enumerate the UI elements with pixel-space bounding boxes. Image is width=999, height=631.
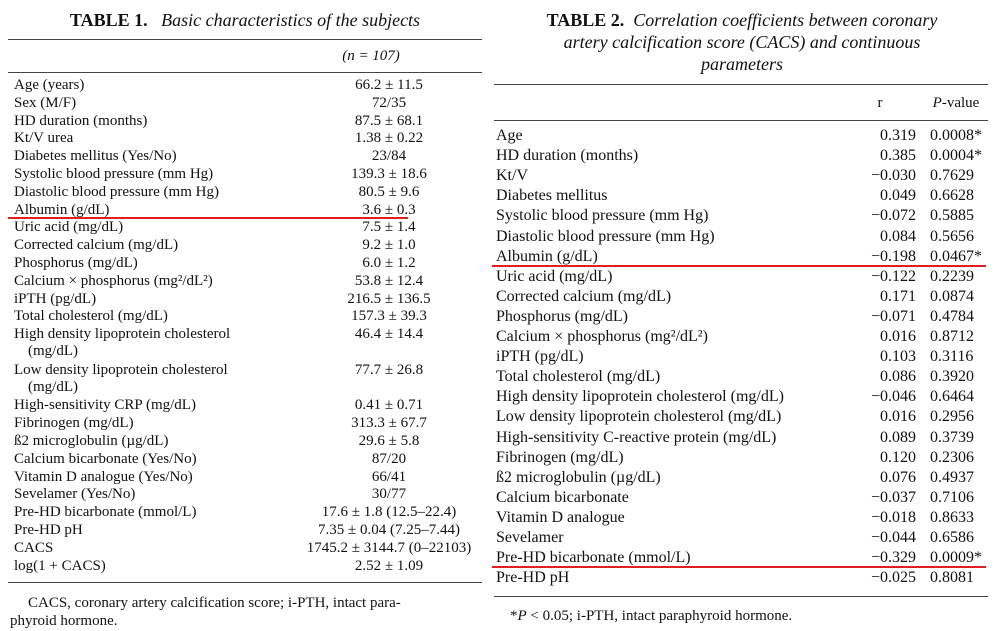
row-value: 1.38 ± 0.22: [354, 130, 424, 147]
row-r-value: 0.016: [880, 328, 916, 345]
row-label: Diastolic blood pressure (mm Hg): [14, 183, 219, 200]
table-1-n-header: (n = 107): [342, 48, 400, 64]
row-label: Kt/V urea: [14, 130, 74, 147]
row-label: Total cholesterol (mg/dL): [496, 368, 661, 386]
table-1: [6, 0, 484, 631]
row-value: 66.2 ± 11.5: [355, 77, 423, 93]
row-label: Phosphorus (mg/dL): [496, 307, 628, 325]
row-label: Vitamin D analogue (Yes/No): [14, 468, 193, 485]
row-label-continued: (mg/dL): [28, 343, 78, 360]
row-value: 7.5 ± 1.4: [362, 219, 416, 236]
row-label-continued: (mg/dL): [28, 378, 78, 395]
row-label: Total cholesterol (mg/dL): [14, 308, 168, 325]
row-label: ß2 microglobulin (µg/dL): [14, 433, 169, 449]
row-p-value: 0.8633: [930, 508, 974, 526]
row-p-value: 0.6464: [930, 388, 974, 406]
row-p-value: 0.0874: [930, 287, 974, 305]
row-label: Diastolic blood pressure (mm Hg): [496, 227, 715, 245]
row-label: Sevelamer (Yes/No): [14, 486, 136, 503]
row-label: Sevelamer: [496, 529, 564, 546]
row-label: Kt/V: [496, 167, 528, 185]
row-r-value: 0.076: [880, 468, 916, 486]
row-p-value: 0.2306: [930, 448, 974, 466]
row-label: High-sensitivity CRP (mg/dL): [14, 397, 196, 414]
table-2-header-rule: [494, 120, 988, 121]
row-r-value: −0.071: [870, 307, 916, 325]
row-label: HD duration (months): [496, 147, 639, 165]
table-2-caption-line-2: artery calcification score (CACS) and continuous: [563, 32, 921, 52]
row-value: 66/41: [371, 468, 407, 485]
row-label: Vitamin D analogue: [496, 508, 625, 526]
table-1-footnote: [10, 594, 484, 630]
row-value: 216.5 ± 136.5: [347, 290, 431, 307]
row-r-value: 0.385: [880, 147, 916, 165]
row-r-value: −0.018: [870, 508, 916, 526]
row-r-value: −0.025: [870, 569, 916, 587]
row-r-value: −0.030: [870, 167, 916, 185]
row-value: 1745.2 ± 3144.7 (0–22103): [306, 539, 472, 556]
row-p-value: 0.2239: [930, 267, 974, 285]
row-label: Low density lipoprotein cholesterol (mg/dL): [496, 408, 782, 426]
table-1-albumin-highlight: [8, 217, 408, 219]
row-p-value: 0.8081: [930, 569, 974, 587]
row-label: Calcium bicarbonate (Yes/No): [14, 450, 197, 467]
row-label: Pre-HD pH: [496, 569, 570, 587]
row-label: Uric acid (mg/dL): [14, 219, 124, 236]
table-2-bottom-rule: [494, 596, 988, 597]
row-label: Albumin (g/dL): [14, 201, 110, 218]
row-label: Sex (M/F): [14, 94, 77, 111]
row-label: Low density lipoprotein cholesterol: [14, 361, 228, 378]
row-label: Pre-HD bicarbonate (mmol/L): [496, 549, 691, 567]
table-1-label: TABLE 1.: [69, 10, 148, 30]
row-value: 0.41 ± 0.71: [354, 397, 424, 414]
row-value: 53.8 ± 12.4: [354, 272, 424, 289]
row-value: 77.7 ± 26.8: [354, 361, 424, 378]
table-2-top-rule: [494, 84, 988, 85]
row-label: High density lipoprotein cholesterol (mg/dL): [496, 388, 784, 406]
row-p-value: 0.3920: [930, 368, 974, 386]
row-r-value: −0.072: [870, 207, 916, 225]
row-label: High-sensitivity C-reactive protein (mg/dL): [496, 428, 777, 446]
row-label: HD duration (months): [14, 112, 148, 129]
row-label: Diabetes mellitus (Yes/No): [14, 148, 177, 165]
row-p-value: 0.0004*: [930, 147, 982, 165]
row-p-value: 0.4937: [930, 468, 974, 486]
table-1-caption: Basic characteristics of the subjects: [161, 10, 421, 30]
row-label: Calcium × phosphorus (mg²/dL²): [14, 272, 213, 289]
row-r-value: 0.089: [880, 428, 916, 446]
row-r-value: 0.016: [880, 408, 916, 426]
row-label: log(1 + CACS): [14, 557, 106, 574]
row-p-value: 0.0008*: [930, 127, 982, 144]
row-label: Uric acid (mg/dL): [496, 267, 613, 285]
row-label: Systolic blood pressure (mm Hg): [14, 166, 214, 182]
row-r-value: −0.044: [870, 529, 916, 546]
row-p-value: 0.7106: [930, 488, 974, 506]
row-value: 72/35: [371, 94, 407, 111]
table-2-title: [492, 9, 992, 75]
row-value: 6.0 ± 1.2: [362, 255, 416, 271]
table-2-albumin-highlight: [492, 265, 986, 267]
row-p-value: 0.5656: [930, 227, 974, 245]
row-label: iPTH (pg/dL): [496, 348, 584, 366]
row-r-value: −0.122: [870, 267, 916, 285]
row-r-value: 0.120: [880, 448, 916, 466]
row-p-value: 0.6586: [930, 529, 974, 546]
row-label: Calcium × phosphorus (mg²/dL²): [496, 328, 708, 345]
row-p-value: 0.0009*: [930, 549, 982, 567]
row-label: Fibrinogen (mg/dL): [496, 448, 624, 466]
row-r-value: −0.046: [870, 388, 916, 406]
table-1-footnote-line-1: CACS, coronary artery calcification score; i-PTH, intact para-: [28, 595, 401, 611]
row-label: Corrected calcium (mg/dL): [14, 237, 179, 254]
row-label: Age (years): [14, 77, 85, 93]
row-value: 3.6 ± 0.3: [362, 201, 416, 218]
table-1-title: [6, 9, 484, 31]
row-label: Calcium bicarbonate: [496, 488, 629, 506]
row-r-value: 0.049: [880, 187, 916, 205]
row-label: Corrected calcium (mg/dL): [496, 287, 672, 305]
row-value: 7.35 ± 0.04 (7.25–7.44): [318, 522, 460, 538]
row-p-value: 0.4784: [930, 307, 974, 325]
row-value: 9.2 ± 1.0: [362, 237, 416, 254]
row-value: 157.3 ± 39.3: [351, 308, 427, 325]
row-value: 17.6 ± 1.8 (12.5–22.4): [321, 504, 457, 521]
row-r-value: 0.171: [880, 287, 916, 305]
row-label: ß2 microglobulin (µg/dL): [496, 468, 661, 486]
row-value: 87.5 ± 68.1: [354, 112, 424, 129]
row-p-value: 0.6628: [930, 187, 974, 205]
row-value: 29.6 ± 5.8: [358, 433, 420, 449]
row-value: 30/77: [371, 486, 407, 503]
row-r-value: 0.319: [880, 127, 916, 144]
row-label: Pre-HD bicarbonate (mmol/L): [14, 504, 197, 521]
row-label: iPTH (pg/dL): [14, 290, 97, 307]
row-value: 46.4 ± 14.4: [354, 326, 424, 343]
row-value: 87/20: [371, 450, 407, 467]
row-value: 313.3 ± 67.7: [351, 415, 427, 432]
table-1-footnote-line-2: phyroid hormone.: [10, 613, 118, 629]
table-2-col-r: r: [877, 95, 883, 111]
row-r-value: −0.198: [870, 247, 916, 265]
row-p-value: 0.5885: [930, 207, 974, 225]
row-r-value: 0.103: [880, 348, 916, 366]
table-2-caption-line-1: Correlation coefficients between coronary: [633, 10, 938, 30]
row-label: Pre-HD pH: [14, 522, 83, 538]
row-r-value: 0.084: [880, 227, 916, 245]
row-label: Systolic blood pressure (mm Hg): [496, 207, 709, 225]
row-p-value: 0.3116: [930, 348, 974, 366]
row-p-value: 0.2956: [930, 408, 974, 426]
row-label: Age: [496, 127, 523, 144]
row-p-value: 0.3739: [930, 428, 974, 446]
table-1-bottom-rule: [8, 582, 482, 583]
row-label: Phosphorus (mg/dL): [14, 255, 138, 271]
table-1-top-rule: [8, 39, 482, 40]
row-p-value: 0.8712: [930, 328, 974, 345]
row-value: 139.3 ± 18.6: [351, 166, 427, 182]
row-label: CACS: [14, 539, 54, 556]
row-value: 2.52 ± 1.09: [354, 557, 424, 574]
row-label: Fibrinogen (mg/dL): [14, 415, 134, 432]
row-r-value: −0.329: [870, 549, 916, 567]
row-value: 23/84: [371, 148, 407, 165]
table-2-caption-line-3: parameters: [701, 54, 783, 74]
table-2-col-p: P-value: [932, 95, 980, 111]
row-label: Diabetes mellitus: [496, 187, 608, 205]
row-p-value: 0.7629: [930, 167, 974, 185]
row-label: High density lipoprotein cholesterol: [14, 326, 231, 343]
table-1-header-rule: [8, 72, 482, 73]
row-value: 80.5 ± 9.6: [358, 183, 420, 200]
table-2-label: TABLE 2.: [546, 10, 625, 30]
row-label: Albumin (g/dL): [496, 247, 598, 265]
table-2-bicarbonate-highlight: [492, 566, 986, 568]
table-2: [492, 0, 992, 631]
row-r-value: 0.086: [880, 368, 916, 386]
table-2-footnote: *P < 0.05; i-PTH, intact paraphyroid hormone.: [510, 608, 793, 624]
row-p-value: 0.0467*: [930, 247, 982, 265]
row-r-value: −0.037: [870, 488, 916, 506]
